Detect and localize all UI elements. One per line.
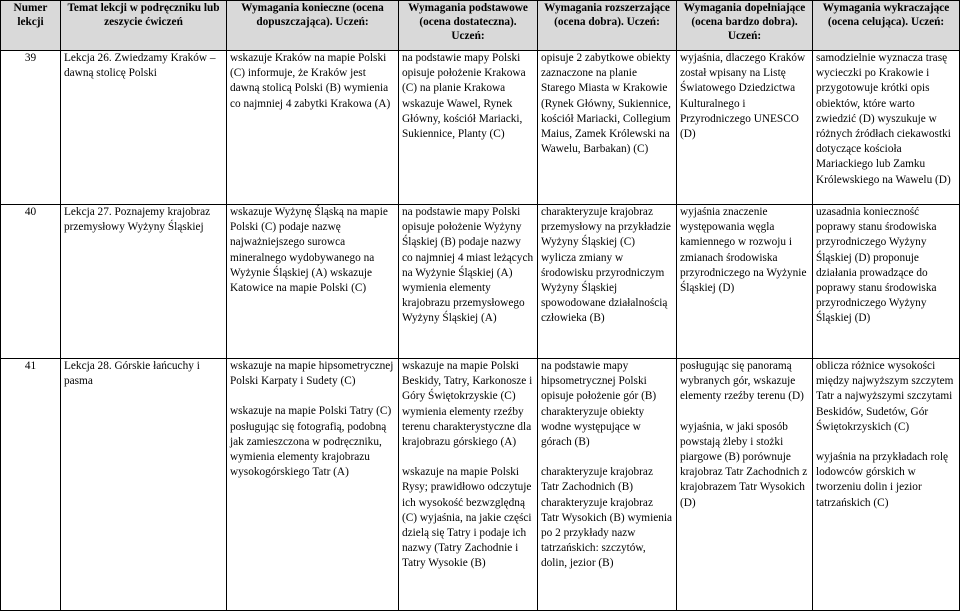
header-requirements-exceeding: Wymagania wykraczające (ocena celująca). Uczeń: <box>813 1 960 51</box>
requirement-text: posługując się panoramą wybranych gór, wskazuje elementy rzeźby terenu (D) <box>680 360 804 403</box>
requirements-extended <box>538 359 677 611</box>
lesson-number: 40 <box>1 205 61 359</box>
requirements-exceeding <box>813 51 960 205</box>
header-requirements-extended: Wymagania rozszerzające (ocena dobra). Uczeń: <box>538 1 677 51</box>
requirement-text: wyjaśnia znaczenie występowania węgla kamiennego w rozwoju i zmianach środowiska przyrodniczego na Wyżynie Śląskiej (D) <box>680 206 807 295</box>
requirements-exceeding <box>813 359 960 611</box>
header-row <box>1 1 960 51</box>
table-row <box>1 205 960 359</box>
requirement-text: wyjaśnia, w jaki sposób powstają żleby i stożki piargowe (B) porównuje krajobraz Tatr Zachodnich z krajobrazem Tatr Wysokich (D) <box>680 420 808 509</box>
requirement-text: na podstawie mapy Polski opisuje położenie Krakowa (C) na planie Krakowa wskazuje Wawel, Rynek Główny, kościół Mariacki, Sukiennice, Planty (C) <box>402 52 526 141</box>
requirement-text: charakteryzuje krajobraz przemysłowy na przykładzie Wyżyny Śląskiej (C) wylicza zmiany w środowisku przyrodniczym Wyżyny Śląskiej spowodowane działalnością człowieka (B) <box>541 206 671 325</box>
requirements-necessary <box>227 51 399 205</box>
requirement-text: charakteryzuje krajobraz Tatr Zachodnich (B) charakteryzuje krajobraz Tatr Wysokich (B) wymienia po 2 przykłady nazw tatrzańskich: szczytów, dolin, jezior (B) <box>541 466 673 570</box>
requirement-text: wskazuje Wyżynę Śląską na mapie Polski (C) podaje nazwę najważniejszego surowca mineralnego wydobywanego na Wyżynie Śląskiej (A) wskazuje Katowice na mapie Polski (C) <box>230 206 388 295</box>
requirement-text: wskazuje na mapie Polski Beskidy, Tatry, Karkonosze i Góry Świętokrzyskie (C) wymienia elementy rzeźby terenu charakterystyczne dla krajobrazu górskiego (A) <box>402 360 533 449</box>
table-row <box>1 359 960 611</box>
requirement-text: wskazuje na mapie Polski Tatry (C) posługując się fotografią, podobną jak zamieszczona w podręczniku, wymienia elementy krajobrazu wysokogórskiego Tatr (A) <box>230 405 392 479</box>
requirements-exceeding <box>813 205 960 359</box>
header-requirements-complementary: Wymagania dopełniające (ocena bardzo dobra). Uczeń: <box>677 1 813 51</box>
lesson-topic: Lekcja 28. Górskie łańcuchy i pasma <box>61 359 227 611</box>
lesson-number: 39 <box>1 51 61 205</box>
requirement-text: wskazuje na mapie hipsometrycznej Polski Karpaty i Sudety (C) <box>230 360 394 388</box>
requirements-basic <box>399 205 538 359</box>
table-row <box>1 51 960 205</box>
lesson-number: 41 <box>1 359 61 611</box>
requirements-necessary <box>227 359 399 611</box>
requirement-text: na podstawie mapy hipsometrycznej Polski opisuje położenie gór (B) charakteryzuje obiekty wodne występujące w górach (B) <box>541 360 657 449</box>
requirement-text: na podstawie mapy Polski opisuje położenie Wyżyny Śląskiej (B) podaje nazwy co najmniej 4 miast leżących na Wyżynie Śląskiej (A) wymienia elementy krajobrazu przemysłowego Wyżyny Śląskiej (A) <box>402 206 534 325</box>
requirements-complementary <box>677 205 813 359</box>
requirement-text: uzasadnia konieczność poprawy stanu środowiska przyrodniczego Wyżyny Śląskiej (D) proponuje działania prowadzące do poprawy stanu środowiska przyrodniczego Wyżyny Śląskiej (D) <box>816 206 937 325</box>
header-lesson-topic: Temat lekcji w podręczniku lub zeszycie ćwiczeń <box>61 1 227 51</box>
requirement-text: wskazuje Kraków na mapie Polski (C) informuje, że Kraków jest dawną stolicą Polski (B) wymienia co najmniej 4 zabytki Krakowa (A) <box>230 52 391 110</box>
requirement-text: wskazuje na mapie Polski Rysy; prawidłowo odczytuje ich wysokość bezwzględną (C) wyjaśnia, na jakie części dzielą się Tatry i podaje ich nazwy (Tatry Zachodnie i Tatry Wysokie (B) <box>402 466 532 570</box>
requirements-basic <box>399 359 538 611</box>
requirements-necessary <box>227 205 399 359</box>
requirements-complementary <box>677 51 813 205</box>
requirement-text: wyjaśnia, dlaczego Kraków został wpisany na Listę Światowego Dziedzictwa Kulturalnego i Przyrodniczego UNESCO (D) <box>680 52 806 141</box>
requirements-complementary <box>677 359 813 611</box>
requirement-text: opisuje 2 zabytkowe obiekty zaznaczone na planie Starego Miasta w Krakowie (Rynek Główny, Sukiennice, kościół Mariacki, Collegium Maius, Zamek Królewski na Wawelu, Barbakan) (C) <box>541 52 671 156</box>
lesson-topic: Lekcja 27. Poznajemy krajobraz przemysłowy Wyżyny Śląskiej <box>61 205 227 359</box>
requirements-extended <box>538 51 677 205</box>
requirements-basic <box>399 51 538 205</box>
requirement-text: samodzielnie wyznacza trasę wycieczki po Krakowie i przygotowuje krótki opis obiektów, które warto zwiedzić (D) wyszukuje w różnych źródłach ciekawostki dotyczące kościoła Mariackiego lub Zamku Królewskiego na Wawelu (D) <box>816 52 951 186</box>
header-lesson-number: Numer lekcji <box>1 1 61 51</box>
header-requirements-basic: Wymagania podstawowe (ocena dostateczna). Uczeń: <box>399 1 538 51</box>
requirements-extended <box>538 205 677 359</box>
lesson-topic: Lekcja 26. Zwiedzamy Kraków – dawną stolicę Polski <box>61 51 227 205</box>
requirement-text: wyjaśnia na przykładach rolę lodowców górskich w tworzeniu dolin i jezior tatrzańskich (C) <box>816 451 949 509</box>
header-requirements-necessary: Wymagania konieczne (ocena dopuszczająca). Uczeń: <box>227 1 399 51</box>
requirement-text: oblicza różnice wysokości między najwyższym szczytem Tatr a najwyższymi szczytami Beskidów, Sudetów, Gór Świętokrzyskich (C) <box>816 360 954 433</box>
